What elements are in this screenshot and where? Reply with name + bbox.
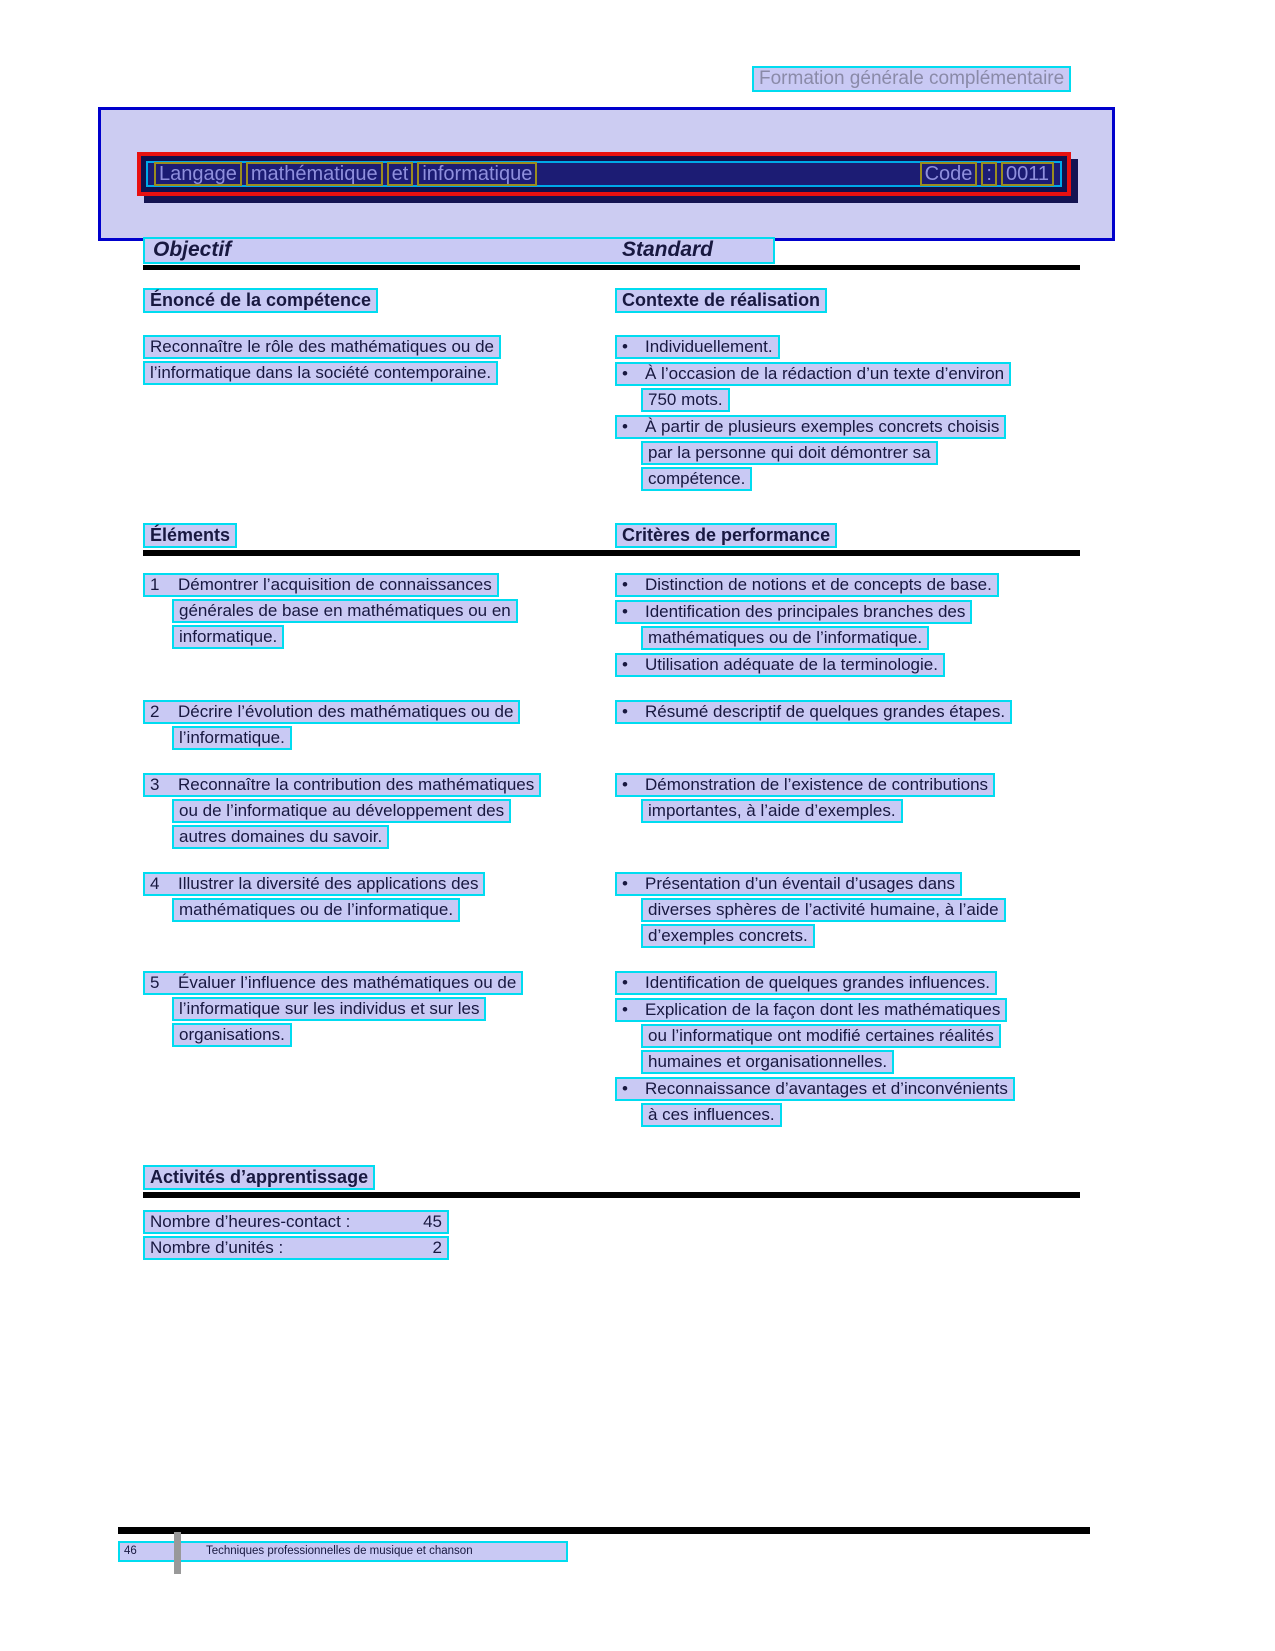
competence-line-highlight: l’informatique dans la société contemporaine.	[143, 361, 498, 385]
context-bullet-line	[641, 388, 1080, 412]
item-number: 3	[150, 775, 160, 794]
criteria-bullet-group	[615, 573, 1080, 597]
criteria-bullet-line	[641, 1024, 1080, 1048]
element-line	[143, 971, 615, 995]
criteria-bullet-line-highlight: d’exemples concrets.	[641, 924, 815, 948]
competence-line-highlight: Reconnaître le rôle des mathématiques ou de	[143, 335, 501, 359]
footer-program-title: Techniques professionnelles de musique et chanson	[206, 1545, 473, 1557]
activity-value: 45	[423, 1212, 442, 1231]
context-bullet-line	[615, 335, 1080, 359]
element-line-highlight: mathématiques ou de l’informatique.	[172, 898, 460, 922]
criteria-bullet-line	[615, 971, 1080, 995]
element-line	[172, 726, 615, 750]
activity-row-highlight	[143, 1236, 449, 1260]
divider-rule-top	[143, 265, 1080, 270]
objectif-standard-highlight	[143, 237, 775, 264]
elements-headings	[143, 523, 1080, 548]
context-bullet-group	[615, 415, 1080, 491]
criteria-bullet-line-highlight: • Identification de quelques grandes influences.	[615, 971, 997, 995]
criteria-bullet-line	[641, 924, 1080, 948]
bullet-marker: •	[622, 417, 628, 436]
activity-value: 2	[432, 1238, 442, 1257]
criteria-bullet-line	[615, 1077, 1080, 1101]
competence-context-bullets	[615, 335, 1080, 493]
footer-highlight	[118, 1541, 568, 1562]
standard-heading: Standard	[622, 238, 714, 261]
element-item-row	[143, 573, 1080, 679]
criteria-bullet-line	[615, 573, 1080, 597]
element-item-criteria	[615, 872, 1080, 950]
context-bullet-line-highlight: 750 mots.	[641, 388, 730, 412]
element-item-text	[143, 872, 615, 950]
page-footer	[118, 1541, 568, 1562]
competence-line	[143, 361, 615, 385]
enonce-heading: Énoncé de la compétence	[143, 288, 378, 313]
contexte-heading: Contexte de réalisation	[615, 288, 827, 313]
bullet-marker: •	[622, 655, 628, 674]
activity-row	[143, 1210, 1080, 1234]
context-bullet-line	[615, 415, 1080, 439]
criteria-bullet-line	[615, 653, 1080, 677]
title-word: mathématique	[246, 162, 383, 186]
criteres-heading: Critères de performance	[615, 523, 837, 548]
bullet-marker: •	[622, 874, 628, 893]
element-line	[143, 773, 615, 797]
running-header-text: Formation générale complémentaire	[752, 66, 1071, 92]
code-word: 0011	[1001, 162, 1054, 186]
context-bullet-line	[641, 441, 1080, 465]
title-word: et	[387, 162, 414, 186]
criteria-bullet-line-highlight: mathématiques ou de l’informatique.	[641, 626, 929, 650]
element-item-text	[143, 773, 615, 851]
criteria-bullet-line	[615, 773, 1080, 797]
code-word: Code	[920, 162, 978, 186]
element-line	[172, 997, 615, 1021]
criteria-bullet-group	[615, 872, 1080, 948]
element-line	[172, 599, 615, 623]
element-line	[172, 1023, 615, 1047]
element-line	[172, 898, 615, 922]
element-item-text	[143, 573, 615, 679]
criteria-bullet-group	[615, 773, 1080, 823]
element-item-row	[143, 773, 1080, 851]
bullet-marker: •	[622, 775, 628, 794]
criteria-bullet-line-highlight: • Identification des principales branches des	[615, 600, 972, 624]
element-item-criteria	[615, 971, 1080, 1129]
bullet-marker: •	[622, 337, 628, 356]
main-content	[143, 237, 1080, 1262]
element-line	[172, 799, 615, 823]
criteria-bullet-line-highlight: • Distinction de notions et de concepts de base.	[615, 573, 999, 597]
item-number: 2	[150, 702, 160, 721]
competence-statement	[143, 335, 615, 493]
context-bullet-line-highlight: • Individuellement.	[615, 335, 780, 359]
context-bullet-line	[615, 362, 1080, 386]
criteria-bullet-line	[615, 600, 1080, 624]
activities-values	[143, 1210, 1080, 1260]
context-bullet-line-highlight: par la personne qui doit démontrer sa	[641, 441, 938, 465]
footer-separator-bar	[174, 1532, 181, 1574]
criteria-bullet-line-highlight: ou l’informatique ont modifié certaines réalités	[641, 1024, 1001, 1048]
element-item-row	[143, 971, 1080, 1129]
code-word: :	[981, 162, 997, 186]
divider-rule-elements	[143, 550, 1080, 556]
course-title-line	[146, 161, 1062, 187]
element-line	[143, 700, 615, 724]
element-line-highlight: 4 Illustrer la diversité des applications des	[143, 872, 485, 896]
activity-label: Nombre d’heures-contact :	[150, 1212, 351, 1231]
context-bullet-line-highlight: compétence.	[641, 467, 752, 491]
element-line-highlight: l’informatique.	[172, 726, 292, 750]
criteria-bullet-group	[615, 600, 1080, 650]
criteria-bullet-group	[615, 971, 1080, 995]
bullet-marker: •	[622, 1000, 628, 1019]
element-line-highlight: 1 Démontrer l’acquisition de connaissances	[143, 573, 499, 597]
competence-line	[143, 335, 615, 359]
element-line-highlight: 2 Décrire l’évolution des mathématiques ou de	[143, 700, 520, 724]
element-item-text	[143, 971, 615, 1129]
criteria-bullet-line	[641, 1103, 1080, 1127]
competence-left-heading-cell	[143, 288, 615, 313]
element-item-criteria	[615, 700, 1080, 752]
criteria-bullet-line-highlight: • Présentation d’un éventail d’usages dans	[615, 872, 962, 896]
criteria-bullet-line-highlight: humaines et organisationnelles.	[641, 1050, 894, 1074]
bullet-marker: •	[622, 575, 628, 594]
course-code-words	[918, 162, 1056, 186]
elements-items	[143, 573, 1080, 1129]
element-line-highlight: informatique.	[172, 625, 284, 649]
criteria-bullet-line	[615, 872, 1080, 896]
activity-label: Nombre d’unités :	[150, 1238, 284, 1257]
elements-right-heading-cell	[615, 523, 1080, 548]
context-bullet-line-highlight: • À l’occasion de la rédaction d’un texte d’environ	[615, 362, 1011, 386]
element-item-text	[143, 700, 615, 752]
criteria-bullet-line-highlight: • Utilisation adéquate de la terminologie.	[615, 653, 945, 677]
element-line-highlight: l’informatique sur les individus et sur les	[172, 997, 486, 1021]
element-line-highlight: 5 Évaluer l’influence des mathématiques ou de	[143, 971, 523, 995]
bullet-marker: •	[622, 702, 628, 721]
competence-body	[143, 335, 1080, 493]
footer-rule	[118, 1527, 1090, 1534]
activity-row	[143, 1236, 1080, 1260]
running-header	[752, 66, 1071, 92]
element-line	[172, 825, 615, 849]
elements-heading: Éléments	[143, 523, 237, 548]
title-word: informatique	[417, 162, 537, 186]
elements-left-heading-cell	[143, 523, 615, 548]
element-line-highlight: ou de l’informatique au développement des	[172, 799, 511, 823]
item-number: 4	[150, 874, 160, 893]
criteria-bullet-line	[641, 799, 1080, 823]
context-bullet-line-highlight: • À partir de plusieurs exemples concrets choisis	[615, 415, 1006, 439]
course-title-bar	[137, 152, 1071, 196]
element-item-row	[143, 872, 1080, 950]
element-item-criteria	[615, 773, 1080, 851]
criteria-bullet-line	[615, 700, 1080, 724]
criteria-bullet-group	[615, 998, 1080, 1074]
course-title-box	[98, 107, 1115, 241]
competence-right-heading-cell	[615, 288, 1080, 313]
activities-heading-row	[143, 1165, 1080, 1190]
activities-heading: Activités d’apprentissage	[143, 1165, 375, 1190]
element-line	[143, 573, 615, 597]
criteria-bullet-line-highlight: importantes, à l’aide d’exemples.	[641, 799, 903, 823]
criteria-bullet-line-highlight: • Démonstration de l’existence de contributions	[615, 773, 995, 797]
element-line	[172, 625, 615, 649]
criteria-bullet-line-highlight: à ces influences.	[641, 1103, 782, 1127]
criteria-bullet-line	[615, 998, 1080, 1022]
criteria-bullet-line-highlight: diverses sphères de l’activité humaine, à l’aide	[641, 898, 1006, 922]
element-line-highlight: organisations.	[172, 1023, 292, 1047]
context-bullet-group	[615, 335, 1080, 359]
bullet-marker: •	[622, 1079, 628, 1098]
element-item-criteria	[615, 573, 1080, 679]
criteria-bullet-line-highlight: • Résumé descriptif de quelques grandes étapes.	[615, 700, 1012, 724]
criteria-bullet-group	[615, 700, 1080, 724]
criteria-bullet-group	[615, 1077, 1080, 1127]
criteria-bullet-line-highlight: • Explication de la façon dont les mathématiques	[615, 998, 1007, 1022]
criteria-bullet-group	[615, 653, 1080, 677]
bullet-marker: •	[622, 602, 628, 621]
criteria-bullet-line	[641, 626, 1080, 650]
element-line	[143, 872, 615, 896]
bullet-marker: •	[622, 973, 628, 992]
page-number: 46	[124, 1545, 137, 1557]
item-number: 5	[150, 973, 160, 992]
course-title-words	[152, 162, 539, 186]
context-bullet-line	[641, 467, 1080, 491]
element-line-highlight: 3 Reconnaître la contribution des mathématiques	[143, 773, 541, 797]
objectif-standard-row	[143, 237, 1080, 264]
context-bullet-group	[615, 362, 1080, 412]
bullet-marker: •	[622, 364, 628, 383]
competence-headings	[143, 288, 1080, 313]
element-line-highlight: générales de base en mathématiques ou en	[172, 599, 518, 623]
objectif-heading: Objectif	[153, 238, 232, 261]
item-number: 1	[150, 575, 160, 594]
title-word: Langage	[154, 162, 242, 186]
element-line-highlight: autres domaines du savoir.	[172, 825, 389, 849]
activity-row-highlight	[143, 1210, 449, 1234]
element-item-row	[143, 700, 1080, 752]
criteria-bullet-line-highlight: • Reconnaissance d’avantages et d’inconvénients	[615, 1077, 1015, 1101]
criteria-bullet-line	[641, 1050, 1080, 1074]
criteria-bullet-line	[641, 898, 1080, 922]
divider-rule-activities	[143, 1192, 1080, 1198]
